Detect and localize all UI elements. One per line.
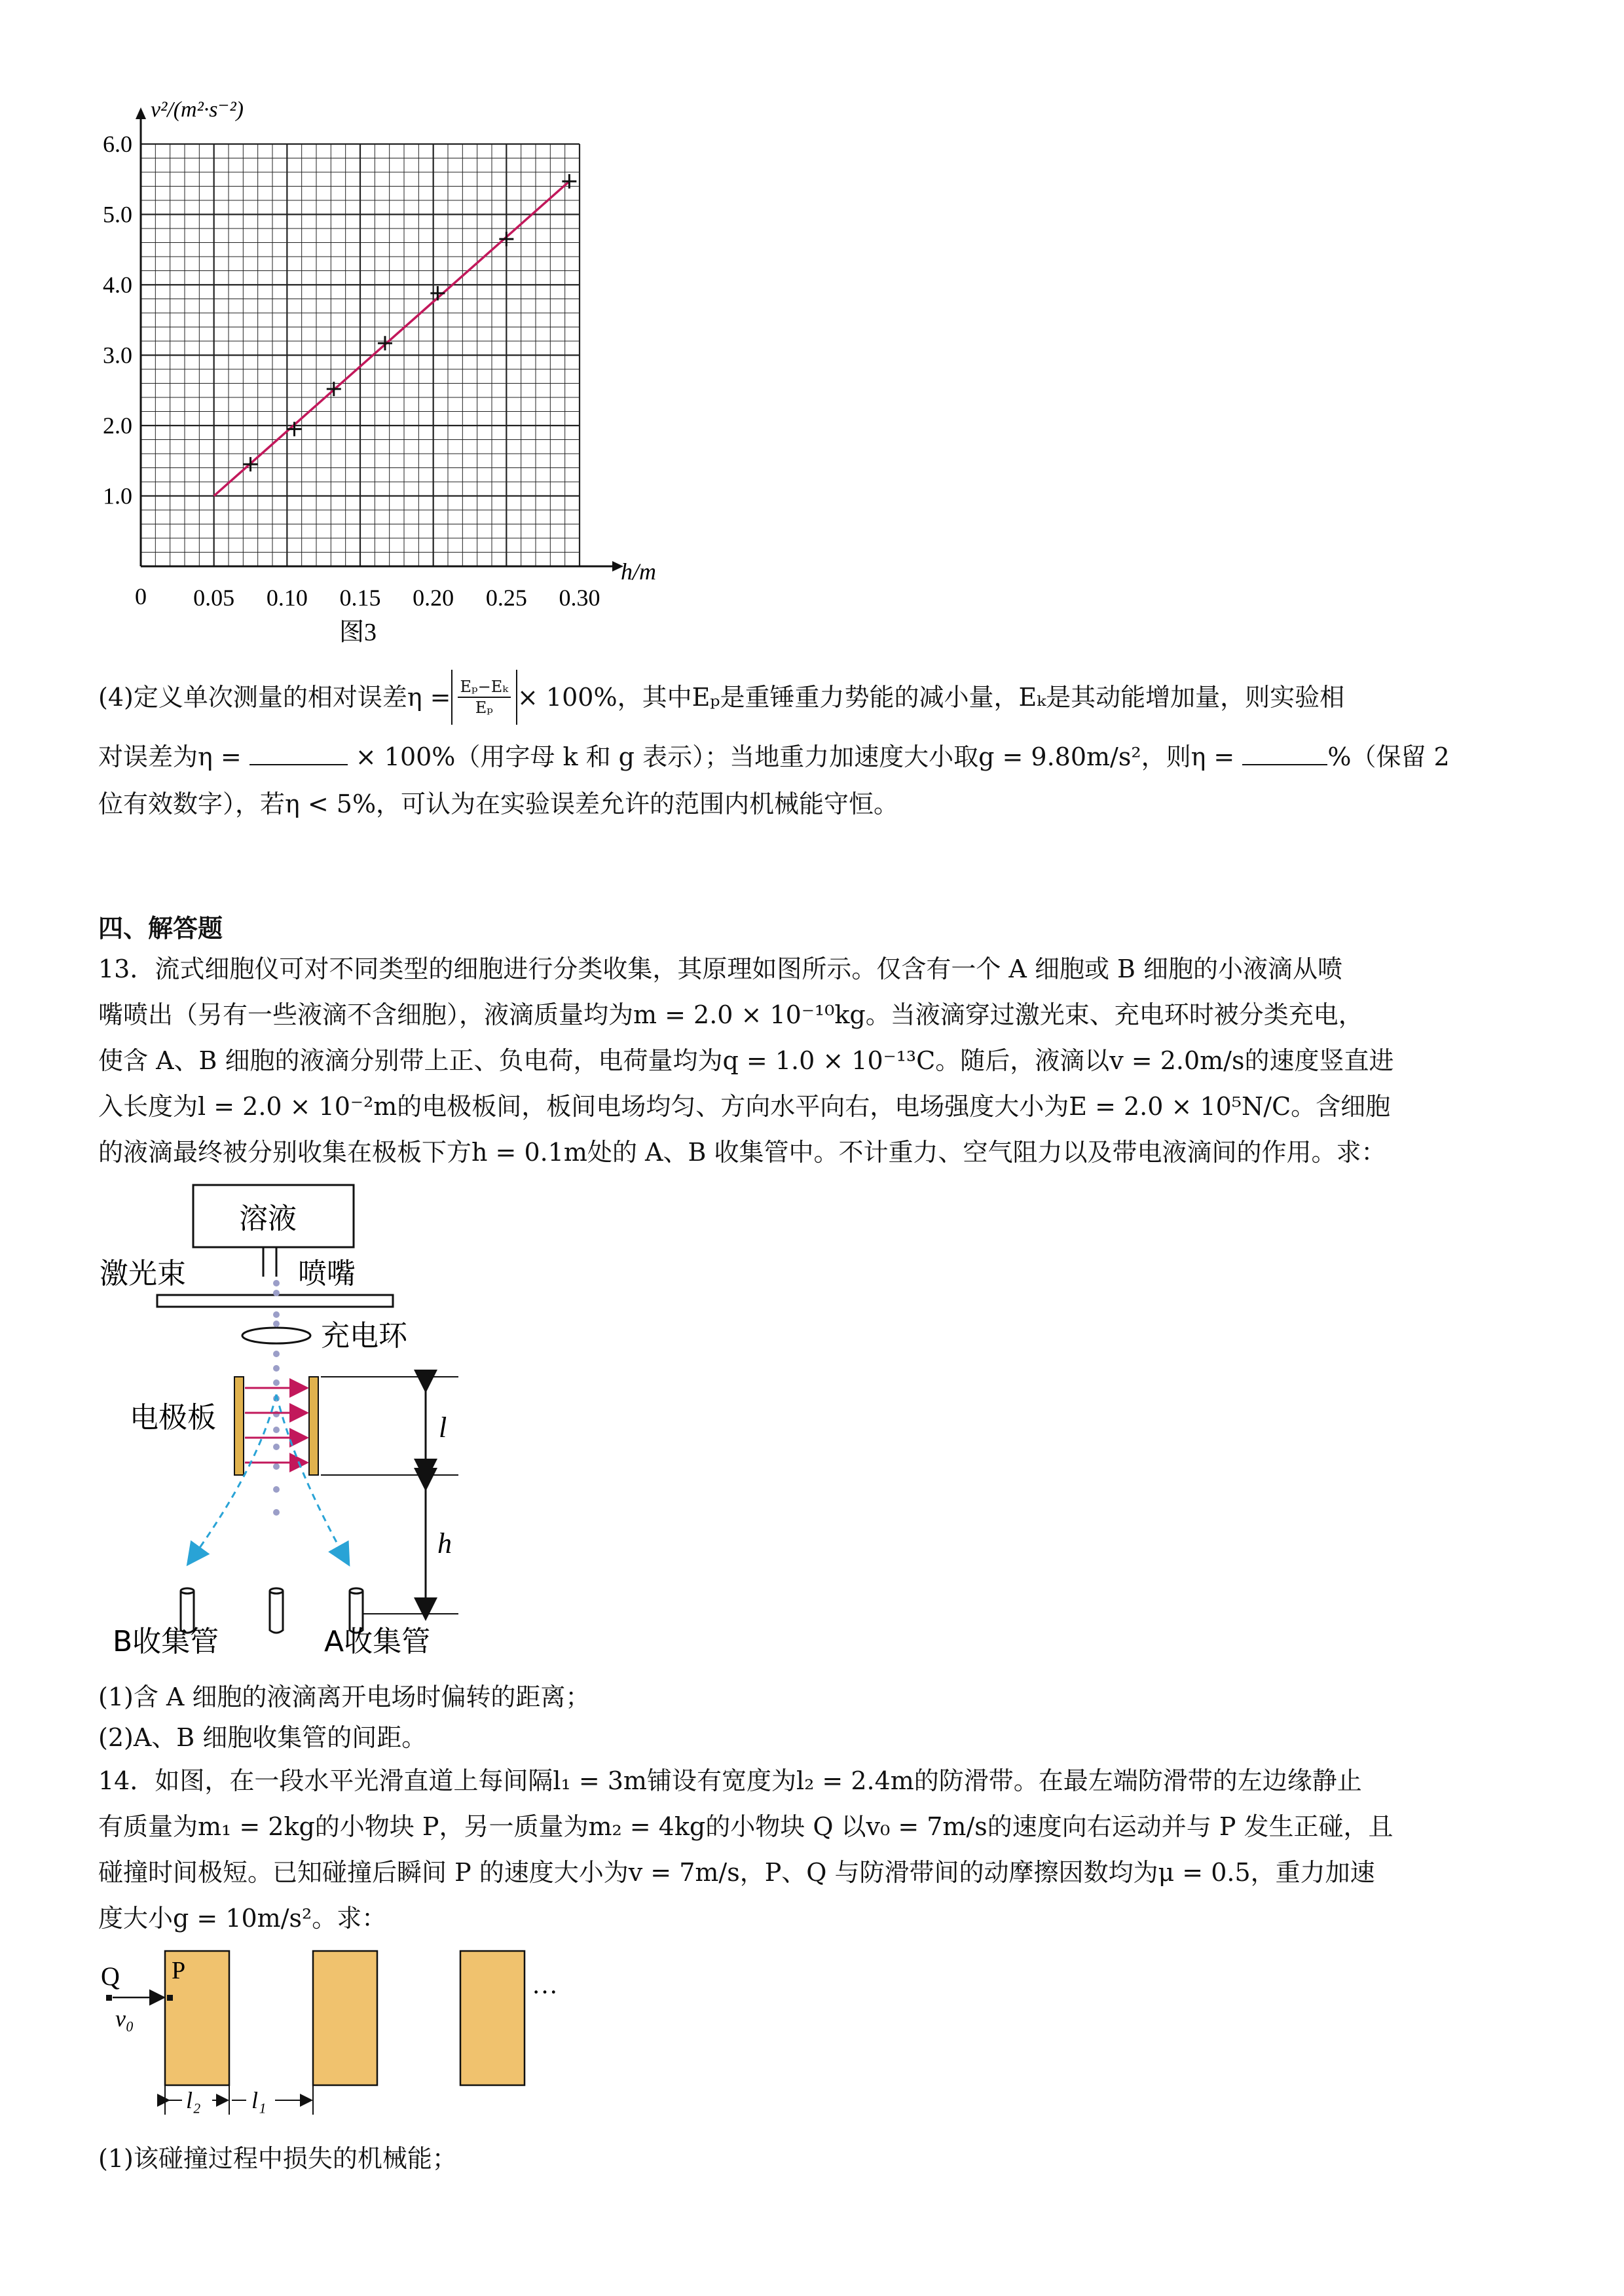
y-tick-label: 2.0 <box>103 412 132 439</box>
q13-line1: 13．流式细胞仪可对不同类型的细胞进行分类收集，其原理如图所示。仅含有一个 A 细胞或 B 细胞的小液滴从喷 <box>98 955 1343 983</box>
q13-line3: 使含 A、B 细胞的液滴分别带上正、负电荷，电荷量均为q = 1.0 × 10⁻¹³C。随后，液滴以v = 2.0m/s的速度竖直进 <box>98 1046 1394 1075</box>
left-plate <box>234 1377 244 1475</box>
q14-line2: 有质量为m₁ = 2kg的小物块 P，另一质量为m₂ = 4kg的小物块 Q 以v₀ = 7m/s的速度向右运动并与 P 发生正碰，且 <box>98 1812 1393 1841</box>
ring-label: 充电环 <box>321 1319 407 1353</box>
q12-part4-line1: (4)定义单次测量的相对误差η = $\frac{\text{Eₚ−Eₖ}}{\text{Eₚ}}$ × 100%，其中Eₚ是重锤重力势能的减小量，Eₖ是其动能增加量，则实验相 <box>98 668 1344 727</box>
x-tick-label: 0.30 <box>559 585 600 611</box>
plate-label: 电极板 <box>130 1401 216 1434</box>
x-tick-label: 0.10 <box>266 585 308 611</box>
y-tick-label: 6.0 <box>103 131 132 157</box>
q13-line4: 入长度为l = 2.0 × 10⁻²m的电极板间，板间电场均匀、方向水平向右，电场强度大小为E = 2.0 × 10⁵N/C。含细胞 <box>98 1092 1391 1121</box>
q13-line5: 的液滴最终被分别收集在极板下方h = 0.1m处的 A、B 收集管中。不计重力、空气阻力以及带电液滴间的作用。求： <box>98 1138 1386 1167</box>
q14-line4: 度大小g = 10m/s²。求： <box>98 1904 387 1933</box>
data-point <box>287 422 302 436</box>
l2-label: l₂ <box>186 2087 201 2113</box>
y-axis-arrow <box>136 107 146 119</box>
p-label: P <box>172 1957 186 1984</box>
answer-blank-1[interactable] <box>249 738 348 765</box>
relative-error-fraction: $\frac{\text{Eₚ−Eₖ}}{\text{Eₚ}}$ <box>458 677 511 718</box>
origin-label: 0 <box>135 583 147 610</box>
q12-part4-line2: 对误差为η = × 100%（用字母 k 和 g 表示）；当地重力加速度大小取g = 9.80m/s²，则η = %（保留 2 <box>98 736 1450 778</box>
y-tick-label: 5.0 <box>103 201 132 228</box>
block-q <box>106 1995 112 2001</box>
nozzle-label: 喷嘴 <box>298 1257 356 1290</box>
block-p <box>167 1995 173 2001</box>
continuation-dots: ··· <box>532 1977 558 2007</box>
flow-cytometer-figure <box>92 1178 537 1656</box>
anti-slip-strip-3 <box>460 1951 525 2085</box>
q14-line3: 碰撞时间极短。已知碰撞后瞬间 P 的速度大小为v = 7m/s，P、Q 与防滑带间的动摩擦因数均为μ = 0.5，重力加速 <box>98 1858 1375 1887</box>
solution-label: 溶液 <box>239 1202 297 1235</box>
h-label: h <box>437 1527 452 1559</box>
figure-caption: 图3 <box>339 619 377 646</box>
chart-ticks <box>103 131 600 611</box>
q12-part4-line3: 位有效数字），若η < 5%，可认为在实验误差允许的范围内机械能守恒。 <box>98 790 899 818</box>
x-tick-label: 0.15 <box>339 585 381 611</box>
l-label: l <box>439 1412 447 1444</box>
x-axis-label: h/m <box>621 558 656 585</box>
section-title: 四、解答题 <box>98 913 223 943</box>
laser-beam <box>157 1295 393 1307</box>
answer-blank-2[interactable] <box>1242 738 1327 765</box>
charging-ring <box>242 1328 310 1343</box>
v0-label: v₀ <box>115 2005 134 2032</box>
anti-slip-figure <box>92 1944 589 2115</box>
relative-error-abs <box>451 670 518 725</box>
tube-b-label: B收集管 <box>113 1625 219 1656</box>
chart-grid <box>141 144 580 566</box>
chart-marks <box>214 174 577 496</box>
y-tick-label: 3.0 <box>103 342 132 369</box>
right-plate <box>309 1377 318 1475</box>
q13-line2: 嘴喷出（另有一些液滴不含细胞），液滴质量均为m = 2.0 × 10⁻¹⁰kg。当液滴穿过激光束、充电环时被分类充电， <box>98 1000 1363 1029</box>
laser-label: 激光束 <box>100 1257 186 1290</box>
y-tick-label: 1.0 <box>103 483 132 509</box>
q13-sub1: (1)含 A 细胞的液滴离开电场时偏转的距离； <box>98 1683 591 1711</box>
x-tick-label: 0.20 <box>413 585 454 611</box>
q14-line1: 14．如图，在一段水平光滑直道上每间隔l₁ = 3m铺设有宽度为l₂ = 2.4m的防滑带。在最左端防滑带的左边缘静止 <box>98 1766 1362 1795</box>
y-axis-label: v²/(m²·s⁻²) <box>151 98 244 122</box>
y-tick-label: 4.0 <box>103 272 132 298</box>
v2-h-chart <box>79 79 681 668</box>
q-label: Q <box>101 1961 120 1991</box>
x-tick-label: 0.25 <box>485 585 527 611</box>
x-tick-label: 0.05 <box>193 585 235 611</box>
anti-slip-strip-2 <box>313 1951 377 2085</box>
l1-label: l₁ <box>251 2087 267 2113</box>
tube-a-label: A收集管 <box>324 1625 431 1656</box>
q13-sub2: (2)A、B 细胞收集管的间距。 <box>98 1723 427 1752</box>
q14-sub1: (1)该碰撞过程中损失的机械能； <box>98 2144 457 2173</box>
